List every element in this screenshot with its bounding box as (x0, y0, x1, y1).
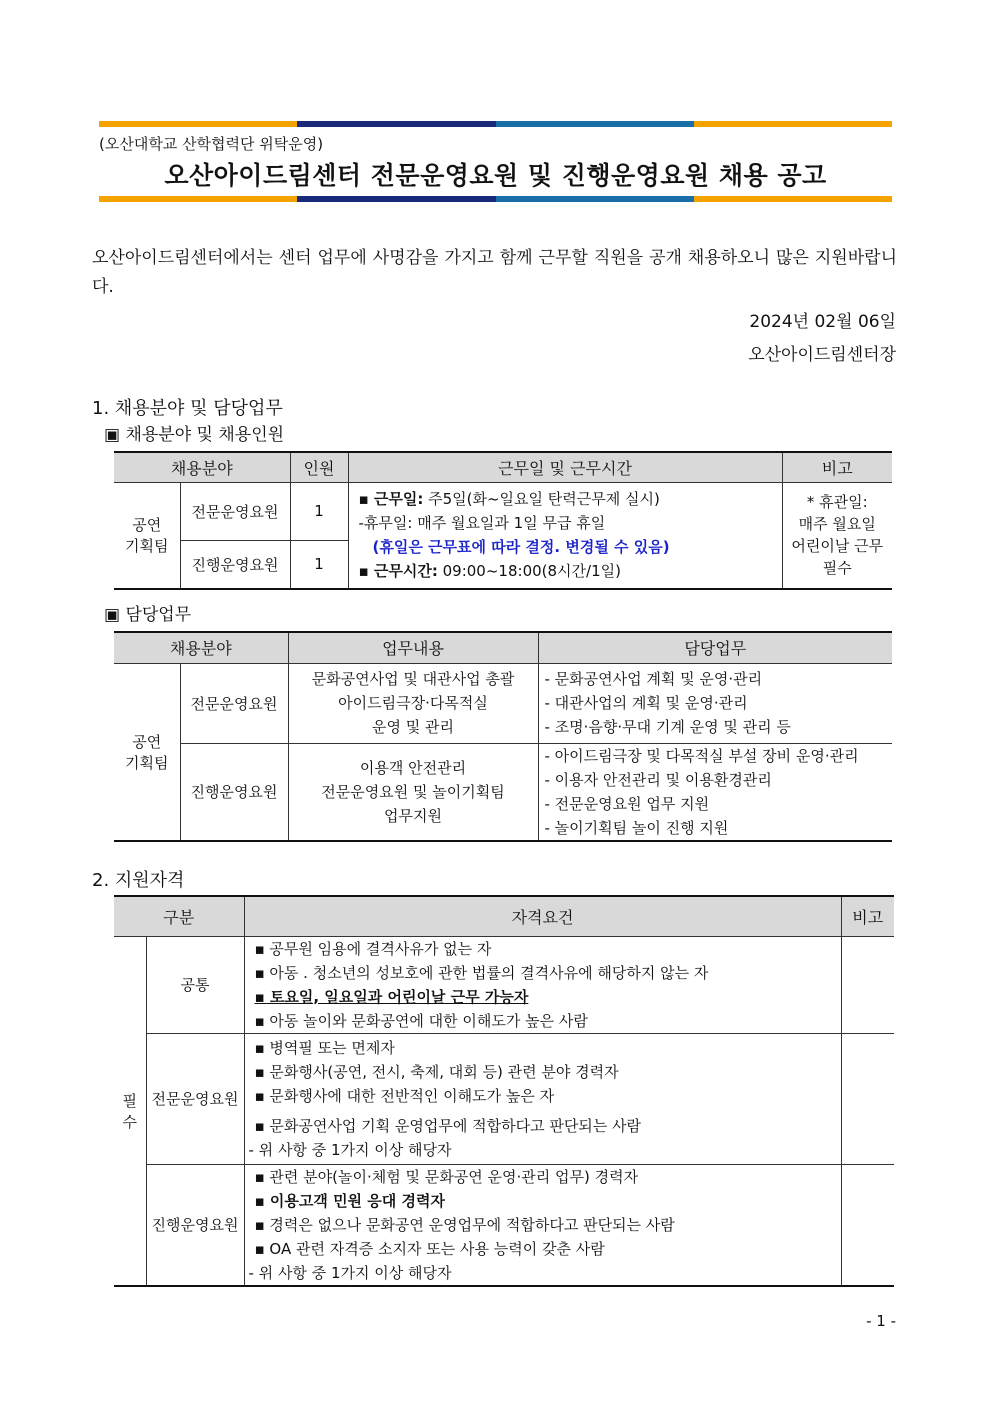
requirement-item: ▪ 아동 . 청소년의 성보호에 관한 법률의 결격사유에 해당하지 않는 자 (254, 963, 709, 982)
content-line: 업무지원 (384, 806, 442, 825)
requirement-item-emphasis: ▪ 이용고객 민원 응대 경력자 (254, 1191, 445, 1210)
org-label: (오산대학교 산학협력단 위탁운영) (99, 135, 324, 153)
requirement-item: ▪ 공무원 임용에 결격사유가 없는 자 (254, 939, 492, 958)
duties-cell (538, 663, 892, 743)
duty-line: - 대관사업의 계획 및 운영·관리 (544, 694, 748, 712)
page-number: - 1 - (866, 1312, 896, 1330)
page-title: 오산아이드림센터 전문운영요원 및 진행운영요원 채용 공고 (164, 161, 827, 190)
requirement-item: ▪ OA 관련 자격증 소지자 또는 사용 능력이 갖춘 사람 (254, 1239, 605, 1258)
count-cell: 1 (290, 540, 348, 589)
col-header-remark: 비고 (782, 452, 892, 482)
col-header-duties: 담당업무 (538, 632, 892, 663)
bar-segment-orange (694, 196, 892, 202)
requirement-item-emphasis: ▪ 토요일, 일요일과 어린이날 근무 가능자 (254, 987, 529, 1006)
role-cell: 전문운영요원 (180, 663, 288, 743)
content-line: 아이드림극장·다목적실 (338, 694, 488, 712)
remark-line: 어린이날 근무 (791, 537, 884, 556)
remark-cell (841, 936, 894, 1033)
requirement-item: ▪ 관련 분야(놀이·체험 및 문화공연 운영·관리 업무) 경력자 (254, 1167, 639, 1186)
col-header-count: 인원 (290, 452, 348, 482)
role-cell: 진행운영요원 (180, 540, 290, 589)
section1-sub2: ▣ 담당업무 (104, 605, 192, 625)
team-line: 공연 (132, 732, 162, 751)
section1-sub1: ▣ 채용분야 및 채용인원 (104, 425, 285, 445)
bar-segment-orange (99, 196, 297, 202)
bar-segment-navy (297, 121, 495, 127)
section2-heading: 2. 지원자격 (92, 870, 185, 891)
work-days-value: 주5일(화~일요일 탄력근무제 실시) (423, 490, 660, 509)
group-label: 공통 (146, 936, 244, 1033)
remark-line: 필수 (822, 559, 852, 578)
work-days-label: ▪ 근무일: (358, 490, 424, 509)
requirements-cell (244, 1164, 841, 1286)
required-cell (114, 936, 146, 1286)
duties-table (114, 631, 892, 842)
col-header-requirements: 자격요건 (244, 896, 841, 936)
section1-heading: 1. 채용분야 및 담당업무 (92, 398, 283, 419)
requirement-item: ▪ 문화행사에 대한 전반적인 이해도가 높은 자 (254, 1086, 555, 1105)
team-line: 공연 (132, 516, 162, 535)
group-label: 전문운영요원 (146, 1033, 244, 1164)
intro-paragraph: 오산아이드림센터에서는 센터 업무에 사명감을 가지고 함께 근무할 직원을 공개 채용하오니 많은 지원바랍니다. (92, 248, 897, 297)
duty-line: - 아이드림극장 및 다목적실 부설 장비 운영·관리 (544, 746, 859, 765)
duty-line: - 조명·음향·무대 기계 운영 및 관리 등 (544, 718, 791, 736)
remark-cell (841, 1164, 894, 1286)
required-char: 필 (122, 1091, 137, 1110)
work-hours-label: ▪ 근무시간: (358, 562, 438, 581)
content-cell (288, 743, 538, 841)
header-bottom-bar (99, 196, 892, 202)
content-line: 이용객 안전관리 (359, 758, 467, 777)
role-cell: 전문운영요원 (180, 482, 290, 540)
team-line: 기획팀 (125, 753, 169, 772)
requirement-item: ▪ 문화공연사업 기획 운영업무에 적합하다고 판단되는 사람 (254, 1116, 642, 1135)
bar-segment-navy (297, 196, 495, 202)
content-line: 운영 및 관리 (372, 718, 454, 736)
role-cell: 진행운영요원 (180, 743, 288, 841)
duty-line: - 문화공연사업 계획 및 운영·관리 (544, 670, 763, 688)
remark-cell (841, 1033, 894, 1164)
col-header-field: 채용분야 (114, 632, 288, 663)
team-line: 기획팀 (125, 537, 169, 556)
remark-cell (782, 482, 892, 589)
requirement-note: - 위 사항 중 1가지 이상 해당자 (248, 1140, 452, 1159)
group-label: 진행운영요원 (146, 1164, 244, 1286)
bar-segment-blue (496, 121, 694, 127)
team-cell (114, 663, 180, 841)
col-header-field: 채용분야 (114, 452, 290, 482)
qualification-table (114, 895, 894, 1287)
content-cell (288, 663, 538, 743)
bar-segment-orange (694, 121, 892, 127)
work-hours-value: 09:00~18:00(8시간/1일) (437, 562, 621, 581)
duty-line: - 전문운영요원 업무 지원 (544, 794, 710, 813)
requirement-note: - 위 사항 중 1가지 이상 해당자 (248, 1263, 452, 1282)
col-header-remark: 비고 (841, 896, 894, 936)
requirements-cell (244, 1033, 841, 1164)
required-char: 수 (122, 1112, 137, 1131)
team-cell (114, 482, 180, 589)
remark-line: * 휴관일: (806, 493, 868, 512)
holiday-note: (휴일은 근무표에 따라 결정. 변경될 수 있음) (372, 538, 670, 557)
requirements-cell (244, 936, 841, 1033)
content-line: 문화공연사업 및 대관사업 총괄 (311, 670, 515, 688)
duty-line: - 이용자 안전관리 및 이용환경관리 (544, 770, 772, 789)
requirement-item: ▪ 병역필 또는 면제자 (254, 1038, 395, 1057)
remark-line: 매주 월요일 (798, 515, 876, 534)
announcement-date: 2024년 02월 06일 (749, 312, 896, 332)
col-header-schedule: 근무일 및 근무시간 (348, 452, 782, 482)
col-header-content: 업무내용 (288, 632, 538, 663)
bar-segment-blue (496, 196, 694, 202)
header-top-bar (99, 121, 892, 127)
requirement-item: ▪ 문화행사(공연, 전시, 축제, 대회 등) 관련 분야 경력자 (254, 1062, 619, 1081)
bar-segment-orange (99, 121, 297, 127)
requirement-item: ▪ 아동 놀이와 문화공연에 대한 이해도가 높은 사람 (254, 1011, 588, 1030)
content-line: 전문운영요원 및 놀이기획팀 (321, 782, 505, 801)
count-cell: 1 (290, 482, 348, 540)
col-header-category: 구분 (114, 896, 244, 936)
recruitment-table (114, 451, 892, 590)
requirement-item: ▪ 경력은 없으나 문화공연 운영업무에 적합하다고 판단되는 사람 (254, 1215, 675, 1234)
duty-line: - 놀이기획팀 놀이 진행 지원 (544, 818, 729, 837)
duties-cell (538, 743, 892, 841)
holiday-line: -휴무일: 매주 월요일과 1일 무급 휴일 (358, 514, 606, 533)
schedule-cell (348, 482, 782, 589)
signer: 오산아이드림센터장 (748, 345, 896, 365)
